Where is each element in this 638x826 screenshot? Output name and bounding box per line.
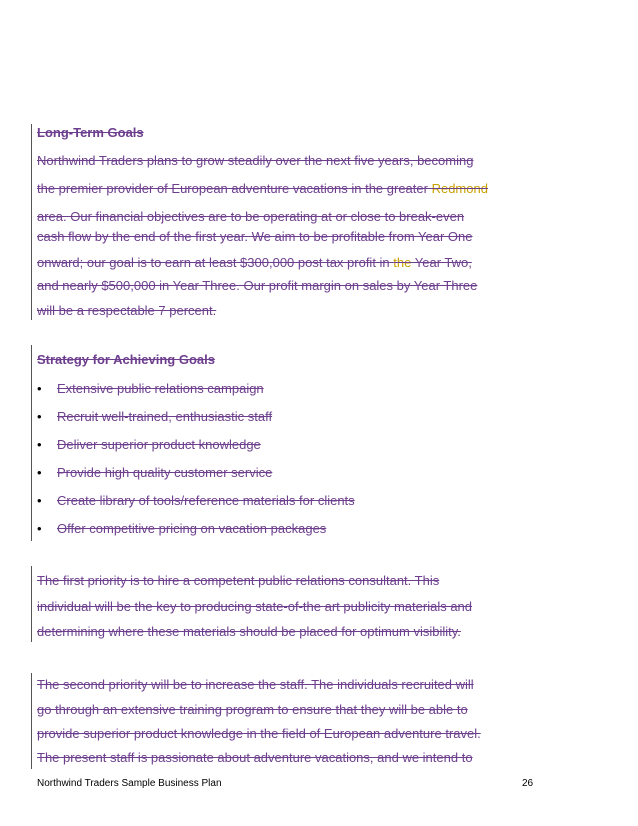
paragraph-line: individual will be the key to producing state-of-the art publicity materials and [37,599,473,614]
list-item: Recruit well-trained, enthusiastic staff [57,409,273,424]
paragraph-line: Northwind Traders plans to grow steadily over the next five years, becoming [37,153,474,168]
bullet-icon: • [37,437,42,452]
footer-title: Northwind Traders Sample Business Plan [37,778,222,789]
highlighted-text: the [393,255,412,270]
paragraph-line: determining where these materials should be placed for optimum visibility. [37,624,461,639]
bullet-icon: • [37,465,42,480]
list-item: Offer competitive pricing on vacation packages [57,521,327,536]
paragraph-line: area. Our financial objectives are to be operating at or close to break-even [37,209,465,224]
change-bar [31,566,32,642]
paragraph-line: provide superior product knowledge in the field of European adventure travel. [37,726,481,741]
section-heading-strategy: Strategy for Achieving Goals [37,352,215,367]
highlighted-text: Redmond [431,181,488,196]
paragraph-line: onward; our goal is to earn at least $300,000 post tax profit in the Year Two, [37,255,472,270]
paragraph-line: go through an extensive training program to ensure that they will be able to [37,702,468,717]
change-bar [31,673,32,769]
list-item: Create library of tools/reference materials for clients [57,493,355,508]
change-bar [31,124,32,320]
bullet-icon: • [37,381,42,396]
bullet-icon: • [37,493,42,508]
paragraph-line: will be a respectable 7 percent. [37,303,217,318]
list-item: Provide high quality customer service [57,465,273,480]
list-item: Deliver superior product knowledge [57,437,261,452]
section-heading-long-term-goals: Long-Term Goals [37,125,144,140]
list-item: Extensive public relations campaign [57,381,264,396]
paragraph-line: The present staff is passionate about adventure vacations, and we intend to [37,750,473,765]
paragraph-line: cash flow by the end of the first year. We aim to be profitable from Year One [37,229,473,244]
bullet-icon: • [37,409,42,424]
bullet-icon: • [37,521,42,536]
change-bar [31,345,32,541]
paragraph-line: the premier provider of European adventure vacations in the greater Redmond [37,181,488,196]
paragraph-line: The first priority is to hire a competent public relations consultant. This [37,573,440,588]
paragraph-line: and nearly $500,000 in Year Three. Our profit margin on sales by Year Three [37,278,478,293]
paragraph-line: The second priority will be to increase the staff. The individuals recruited will [37,677,474,692]
page-number: 26 [522,778,534,789]
